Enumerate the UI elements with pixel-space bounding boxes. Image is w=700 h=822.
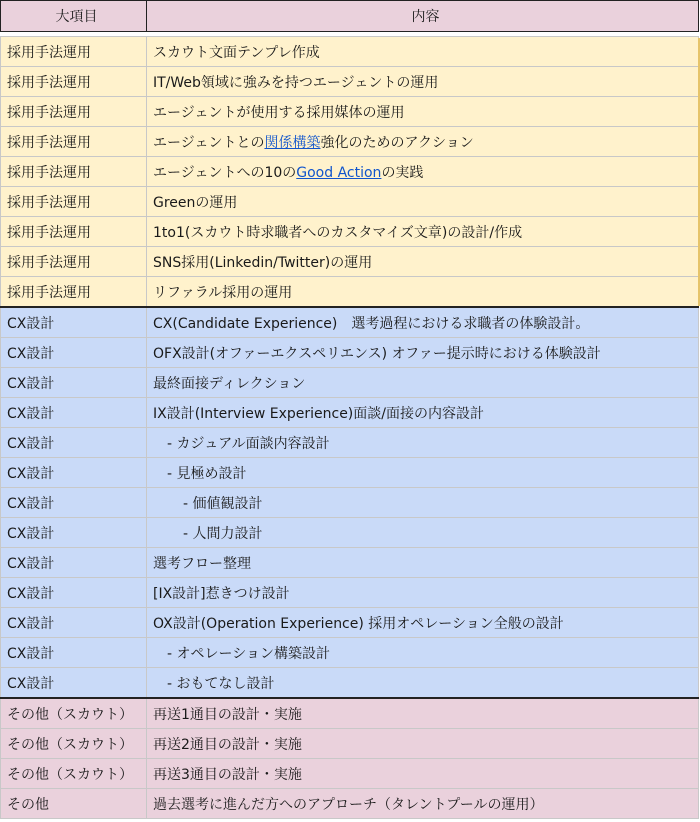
category-cell[interactable]: その他 [1, 789, 147, 819]
table-row [1, 729, 699, 759]
content-cell[interactable]: 再送1通目の設計・実施 [147, 698, 699, 729]
table-row [1, 608, 699, 638]
category-cell[interactable]: 採用手法運用 [1, 127, 147, 157]
table-row [1, 398, 699, 428]
content-text: 1to1(スカウト時求職者へのカスタマイズ文章)の設計/作成 [153, 224, 523, 241]
table-row [1, 548, 699, 578]
category-cell[interactable]: 採用手法運用 [1, 37, 147, 67]
good-action-link[interactable]: Good Action [296, 164, 382, 181]
category-cell[interactable]: 採用手法運用 [1, 67, 147, 97]
category-cell[interactable]: その他（スカウト） [1, 759, 147, 789]
content-text: 強化のためのアクション [320, 134, 474, 151]
content-text: エージェントとの [153, 134, 265, 151]
content-cell[interactable]: OFX設計(オファーエクスペリエンス) オファー提示時における体験設計 [147, 338, 699, 368]
table-row [1, 67, 699, 97]
header-content-cell[interactable]: 内容 [147, 1, 699, 32]
category-cell[interactable]: 採用手法運用 [1, 277, 147, 308]
content-cell[interactable]: - 価値観設計 [147, 488, 699, 518]
category-cell[interactable]: CX設計 [1, 398, 147, 428]
table-row [1, 488, 699, 518]
content-text: Greenの運用 [153, 194, 238, 211]
content-text: エージェントへの10の [153, 164, 297, 181]
table-row [1, 638, 699, 668]
category-cell[interactable]: 採用手法運用 [1, 217, 147, 247]
category-cell[interactable]: CX設計 [1, 638, 147, 668]
table-row [1, 789, 699, 819]
table-row [1, 578, 699, 608]
category-cell[interactable]: CX設計 [1, 488, 147, 518]
content-cell[interactable]: IX設計(Interview Experience)面談/面接の内容設計 [147, 398, 699, 428]
content-cell[interactable]: 過去選考に進んだ方へのアプローチ（タレントプールの運用） [147, 789, 699, 819]
content-text: の実践 [381, 164, 424, 181]
content-cell[interactable] [147, 67, 699, 97]
content-cell[interactable]: - 見極め設計 [147, 458, 699, 488]
table-row [1, 698, 699, 729]
content-cell[interactable] [147, 97, 699, 127]
category-cell[interactable]: 採用手法運用 [1, 187, 147, 217]
category-cell[interactable]: CX設計 [1, 307, 147, 338]
category-cell[interactable]: CX設計 [1, 608, 147, 638]
table-row [1, 37, 699, 67]
table-row [1, 217, 699, 247]
content-cell[interactable] [147, 277, 699, 308]
table-row [1, 187, 699, 217]
content-cell[interactable]: [IX設計]惹きつけ設計 [147, 578, 699, 608]
table-row [1, 368, 699, 398]
table-row [1, 668, 699, 699]
table-row [1, 157, 699, 187]
content-cell[interactable]: CX(Candidate Experience) 選考過程における求職者の体験設計。 [147, 307, 699, 338]
table-row [1, 247, 699, 277]
content-cell[interactable] [147, 157, 699, 187]
content-cell[interactable] [147, 247, 699, 277]
content-text: エージェントが使用する採用媒体の運用 [153, 104, 405, 121]
header-category-cell[interactable]: 大項目 [1, 1, 147, 32]
category-cell[interactable]: その他（スカウト） [1, 729, 147, 759]
content-cell[interactable]: 選考フロー整理 [147, 548, 699, 578]
category-cell[interactable]: CX設計 [1, 338, 147, 368]
content-cell[interactable]: OX設計(Operation Experience) 採用オペレーション全般の設計 [147, 608, 699, 638]
content-text: IT/Web領域に強みを持つエージェントの運用 [153, 74, 439, 91]
relationship-link[interactable]: 関係構築 [264, 134, 321, 151]
table-row [1, 338, 699, 368]
table-row [1, 458, 699, 488]
category-cell[interactable]: その他（スカウト） [1, 698, 147, 729]
content-cell[interactable]: - オペレーション構築設計 [147, 638, 699, 668]
table-row [1, 428, 699, 458]
table-row [1, 277, 699, 308]
category-cell[interactable]: CX設計 [1, 518, 147, 548]
content-cell[interactable]: 再送2通目の設計・実施 [147, 729, 699, 759]
category-cell[interactable]: CX設計 [1, 368, 147, 398]
content-cell[interactable]: - カジュアル面談内容設計 [147, 428, 699, 458]
table-row [1, 97, 699, 127]
category-cell[interactable]: CX設計 [1, 548, 147, 578]
table-row [1, 127, 699, 157]
content-cell[interactable]: 再送3通目の設計・実施 [147, 759, 699, 789]
table-row [1, 307, 699, 338]
category-cell[interactable]: 採用手法運用 [1, 97, 147, 127]
table-row [1, 759, 699, 789]
content-text: SNS採用(Linkedin/Twitter)の運用 [153, 254, 373, 271]
category-cell[interactable]: CX設計 [1, 668, 147, 699]
content-text: スカウト文面テンプレ作成 [153, 44, 320, 61]
category-cell[interactable]: CX設計 [1, 458, 147, 488]
content-text: リファラル採用の運用 [153, 284, 293, 301]
header-row [1, 1, 699, 32]
content-cell[interactable] [147, 37, 699, 67]
content-cell[interactable] [147, 187, 699, 217]
content-cell[interactable] [147, 127, 699, 157]
table-row [1, 518, 699, 548]
category-cell[interactable]: CX設計 [1, 578, 147, 608]
category-cell[interactable]: 採用手法運用 [1, 157, 147, 187]
category-cell[interactable]: CX設計 [1, 428, 147, 458]
content-cell[interactable]: 最終面接ディレクション [147, 368, 699, 398]
content-cell[interactable] [147, 217, 699, 247]
content-cell[interactable]: - 人間力設計 [147, 518, 699, 548]
content-cell[interactable]: - おもてなし設計 [147, 668, 699, 699]
category-cell[interactable]: 採用手法運用 [1, 247, 147, 277]
